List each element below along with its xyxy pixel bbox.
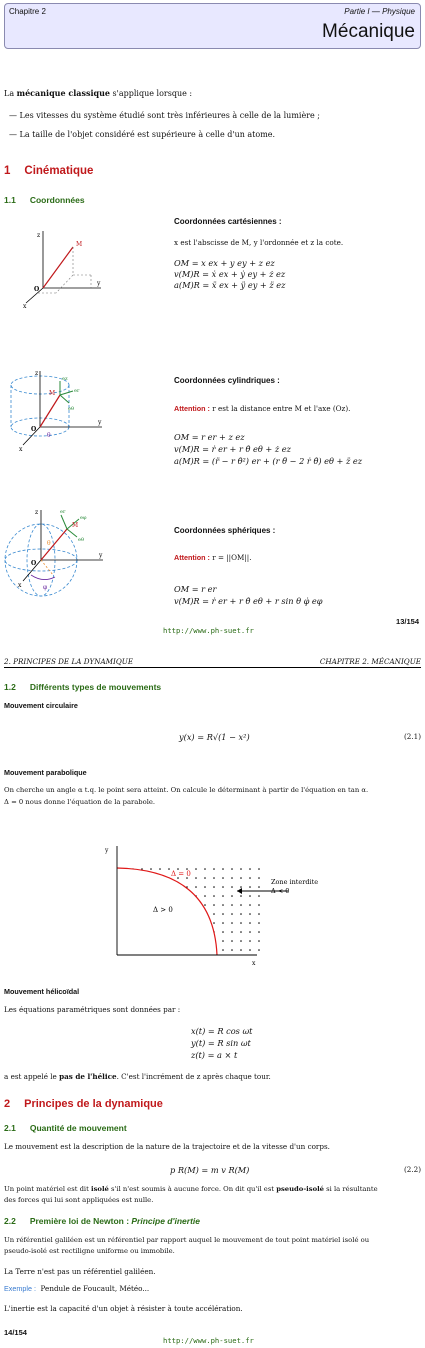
footer-link[interactable]: http://www.ph-suet.fr [163, 1336, 254, 1345]
er-label: er [74, 388, 80, 394]
axis-y-label: y [98, 419, 102, 426]
part-label: Partie I — Physique [344, 7, 415, 16]
origin-label: O [34, 286, 40, 293]
etheta-label: eθ [78, 537, 84, 543]
spherical-attention: Attention : r = ||OM||. [174, 553, 252, 562]
inertia-text-4: L'inertie est la capacité d'un objet à résister à toute accélération. [4, 1304, 243, 1313]
intro-line: La mécanique classique s'applique lorsque : [4, 88, 193, 98]
section-2-heading: 2 Principes de la dynamique [4, 1098, 163, 1110]
helical-intro: Les équations paramétriques sont données par : [4, 1005, 181, 1014]
circular-heading: Mouvement circulaire [4, 701, 78, 710]
intro-bullet-1: — Les vitesses du système étudié sont très inférieures à celle de la lumière ; [9, 111, 320, 120]
cartesian-eq-acceleration: a(M)R = ẍ ex + ÿ ey + z̈ ez [174, 280, 286, 290]
ephi-label: eφ [80, 515, 87, 521]
axis-y-label: y [105, 847, 109, 854]
page-number: 14/154 [4, 1328, 27, 1337]
helical-eq-y: y(t) = R sin ωt [191, 1038, 251, 1048]
spherical-figure [3, 505, 118, 613]
momentum-text-3: des forces qui lui sont appliquées est nulle. [4, 1196, 154, 1204]
delta-positive-label: Δ > 0 [153, 906, 173, 914]
cartesian-figure [18, 225, 118, 310]
er-label: er [60, 509, 66, 515]
subsection-1-1-heading: 1.1 Coordonnées [4, 195, 85, 205]
helical-note: a est appelé le pas de l'hélice. C'est l'incrément de z après chaque tour. [4, 1072, 271, 1081]
running-head-left: 2. PRINCIPES DE LA DYNAMIQUE [4, 657, 134, 666]
cylindrical-eq-velocity: v(M)R = ṙ er + r θ̇ eθ + ż ez [174, 444, 291, 454]
circular-equation: y(x) = R√(1 − x²) [179, 732, 250, 742]
chapter-label: Chapitre 2 [9, 7, 46, 16]
page-number: 13/154 [396, 617, 419, 626]
axis-z-label: z [37, 232, 41, 239]
cartesian-eq-velocity: v(M)R = ẋ ex + ẏ ey + ż ez [174, 269, 286, 279]
section-1-heading: 1 Cinématique [4, 165, 94, 177]
cylindrical-eq-acceleration: a(M)R = (r̈ − r θ̇²) er + (r θ̈ − 2 ṙ θ̇) eθ + z̈ ez [174, 456, 363, 466]
inertia-text-3: La Terre n'est pas un référentiel galiléen. [4, 1267, 156, 1276]
origin-label: O [31, 560, 37, 567]
cartesian-title: Coordonnées cartésiennes : [174, 217, 282, 226]
theta-label: θ [47, 540, 51, 547]
spherical-eq-velocity: v(M)R = ṙ er + r θ̇ eθ + r sin θ φ̇ eφ [174, 596, 323, 606]
delta-zero-label: Δ = 0 [171, 870, 191, 878]
subsection-1-2-heading: 1.2 Différents types de mouvements [4, 682, 162, 692]
phi-label: φ [43, 584, 48, 591]
equation-number-2-2: (2.2) [403, 1165, 421, 1174]
cylindrical-attention: Attention : r est la distance entre M et l'axe (Oz). [174, 404, 351, 413]
intro-bullet-2: — La taille de l'objet considéré est supérieure à celle d'un atome. [9, 130, 276, 139]
spherical-title: Coordonnées sphériques : [174, 526, 276, 535]
ez-label: ez [62, 376, 68, 382]
momentum-text-1: Le mouvement est la description de la nature de la trajectoire et de la vitesse d'un corps. [4, 1142, 330, 1151]
axis-x-label: x [18, 582, 22, 589]
running-head-rule [4, 667, 421, 668]
cartesian-desc: x est l'abscisse de M, y l'ordonnée et z la cote. [174, 238, 344, 247]
axis-y-label: y [97, 280, 101, 287]
parabolic-text-1: On cherche un angle α t.q. le point sera atteint. On calcule le déterminant à partir de l'équation en tan α. [4, 786, 369, 794]
chapter-title: Mécanique [322, 21, 415, 42]
example-line: Exemple : Pendule de Foucault, Météo... [4, 1284, 150, 1293]
axis-y-label: y [99, 552, 103, 559]
inertia-text-1: Un référentiel galiléen est un référentiel par rapport auquel le mouvement de tout point matériel isolé ou [4, 1236, 370, 1244]
axis-x-label: x [252, 960, 256, 967]
helical-eq-z: z(t) = a × t [191, 1050, 238, 1060]
cylindrical-eq-position: OM = r er + z ez [174, 432, 245, 442]
point-m-label: M [72, 522, 79, 529]
point-m-label: M [76, 241, 83, 248]
equation-number-2-1: (2.1) [403, 732, 421, 741]
footer-link[interactable]: http://www.ph-suet.fr [163, 626, 254, 635]
helical-eq-x: x(t) = R cos ωt [191, 1026, 253, 1036]
theta-label: θ [47, 432, 51, 439]
origin-label: O [31, 426, 37, 433]
running-head-right: CHAPITRE 2. MÉCANIQUE [319, 657, 421, 666]
helical-heading: Mouvement hélicoïdal [4, 987, 80, 996]
zone-label: Zone interdite [271, 878, 319, 886]
axis-x-label: x [23, 303, 27, 310]
axis-x-label: x [19, 446, 23, 453]
axis-z-label: z [35, 509, 39, 516]
parabolic-heading: Mouvement parabolique [4, 768, 87, 777]
parabolic-text-2: Δ = 0 nous donne l'équation de la parabole. [4, 798, 156, 806]
subsection-2-2-heading: 2.2 Première loi de Newton : Principe d'inertie [4, 1216, 201, 1226]
subsection-2-1-heading: 2.1 Quantité de mouvement [4, 1123, 127, 1133]
inertia-text-2: pseudo-isolé est rectiligne uniforme ou immobile. [4, 1247, 175, 1255]
point-m-label: M [49, 390, 56, 397]
cylindrical-figure [5, 365, 115, 455]
etheta-label: eθ [68, 406, 74, 412]
momentum-equation: p R(M) = m v R(M) [170, 1165, 250, 1175]
axis-z-label: z [35, 370, 39, 377]
cylindrical-title: Coordonnées cylindriques : [174, 376, 280, 385]
momentum-text-2: Un point matériel est dit isolé s'il n'est soumis à aucune force. On dit qu'il est pseudo-isolé si la résultante [4, 1185, 378, 1193]
zone-delta-label: Δ < 0 [271, 887, 290, 895]
cartesian-eq-position: OM = x ex + y ey + z ez [174, 258, 275, 268]
spherical-eq-position: OM = r er [174, 584, 217, 594]
parabola-figure [95, 840, 325, 975]
